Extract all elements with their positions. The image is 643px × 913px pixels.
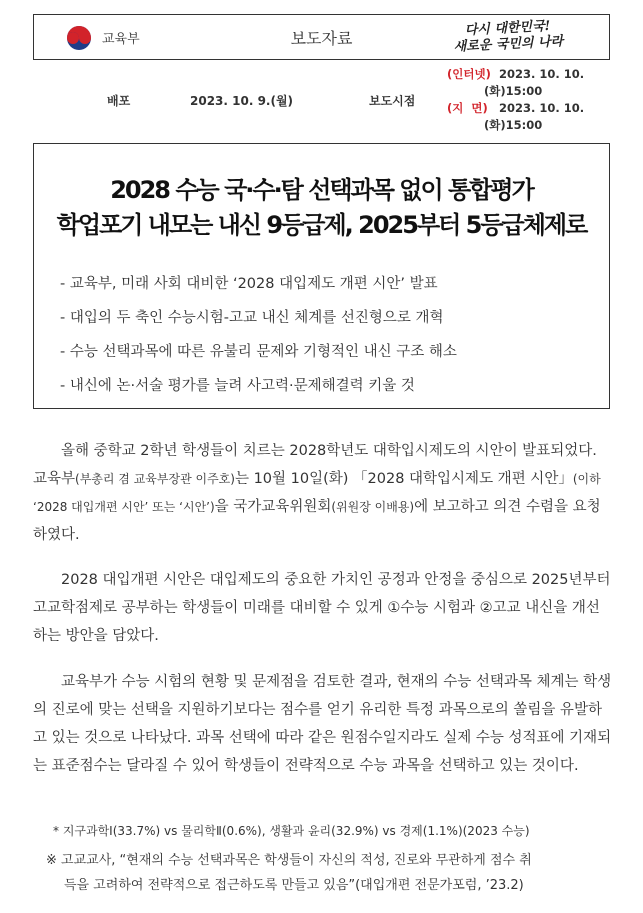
summary-item: - 내신에 논·서술 평가를 늘려 사고력·문제해결력 키울 것 bbox=[60, 378, 415, 394]
p1-chair: (위원장 이배용) bbox=[331, 500, 415, 514]
slogan-line-2: 새로운 국민의 나라 bbox=[453, 34, 564, 55]
press-release-header bbox=[33, 14, 610, 60]
body-paragraph-3: 교육부가 수능 시험의 현황 및 문제점을 검토한 결과, 현재의 수능 선택과목 체계는 학생의 진로에 맞는 선택을 지원하기보다는 점수를 얻기 유리한 특정 과목으로의 쏠림을 유발하고 있는 것으로 나타났다. 과목 선택에 따라 같은 원점수일지라도 실제 수능 성적표에 기재되는 표준점수는 달라질 수 있어 학생들이 전략적으로 수능 과목을 선택하고 있는 것이다. bbox=[33, 674, 612, 774]
reference-note-line-1: ※ 고교교사, “현재의 수능 선택과목은 학생들이 자신의 적성, 진로와 무관하게 점수 취 bbox=[46, 853, 532, 868]
government-slogan bbox=[432, 17, 583, 57]
ministry-name: 교육부 bbox=[102, 32, 140, 47]
footnote: * 지구과학Ⅰ(33.7%) vs 물리학Ⅱ(0.6%), 생활과 윤리(32.9%) vs 경제(1.1%)(2023 수능) bbox=[53, 824, 530, 838]
embargo-label: 보도시점 bbox=[369, 94, 416, 108]
body-paragraph-1 bbox=[33, 437, 613, 549]
embargo-internet-label: (인터넷) bbox=[447, 67, 491, 81]
p1-text: 올해 중학교 2학년 학생들이 치르는 2028학년도 대학입시제도의 시안이 발표되었다. 교육부 bbox=[33, 443, 597, 487]
p1-text: 는 10월 10일(화) 「2028 대학입시제도 개편 시안」 bbox=[234, 471, 573, 487]
headline-line-2: 학업포기 내모는 내신 9등급제, 2025부터 5등급체제로 bbox=[56, 211, 587, 239]
distribution-date: 2023. 10. 9.(월) bbox=[190, 94, 294, 108]
headline-line-1: 2028 수능 국·수·탐 선택과목 없이 통합평가 bbox=[110, 176, 533, 204]
embargo-internet bbox=[447, 66, 584, 82]
slogan-line-1: 다시 대한민국! bbox=[464, 18, 551, 39]
summary-item: - 수능 선택과목에 따른 유불리 문제와 기형적인 내신 구조 해소 bbox=[60, 344, 457, 360]
embargo-print bbox=[447, 100, 584, 116]
embargo-print-date: 2023. 10. 10. bbox=[499, 101, 585, 115]
p1-minister: (부총리 겸 교육부장관 이주호) bbox=[75, 472, 235, 486]
embargo-internet-time: (화)15:00 bbox=[484, 84, 543, 98]
embargo-print-label: (지 면) bbox=[447, 101, 488, 115]
p1-text: 을 국가교육위원회 bbox=[214, 499, 332, 515]
embargo-internet-date: 2023. 10. 10. bbox=[499, 67, 585, 81]
p1-text: 에 보고하고 의견 수렴을 요청하였다. bbox=[33, 499, 601, 543]
embargo-print-time: (화)15:00 bbox=[484, 118, 543, 132]
body-paragraph-2: 2028 대입개편 시안은 대입제도의 중요한 가치인 공정과 안정을 중심으로 2025년부터 고교학점제로 공부하는 학생들이 미래를 대비할 수 있게 ①수능 시험과 ②고교 내신을 개선하는 방안을 담았다. bbox=[33, 572, 611, 644]
summary-item: - 대입의 두 축인 수능시험-고교 내신 체계를 선진형으로 개혁 bbox=[60, 310, 444, 326]
distribution-label: 배포 bbox=[107, 94, 131, 108]
summary-item: - 교육부, 미래 사회 대비한 ‘2028 대입제도 개편 시안’ 발표 bbox=[60, 276, 438, 292]
headline-box bbox=[33, 143, 610, 409]
document-type: 보도자료 bbox=[290, 29, 353, 48]
reference-note-line-2: 득을 고려하여 전략적으로 접근하도록 만들고 있음”(대입개편 전문가포럼, ’23.2) bbox=[64, 878, 524, 893]
p1-alias: (이하 ‘2028 대입개편 시안’ 또는 ‘시안’) bbox=[33, 472, 601, 514]
